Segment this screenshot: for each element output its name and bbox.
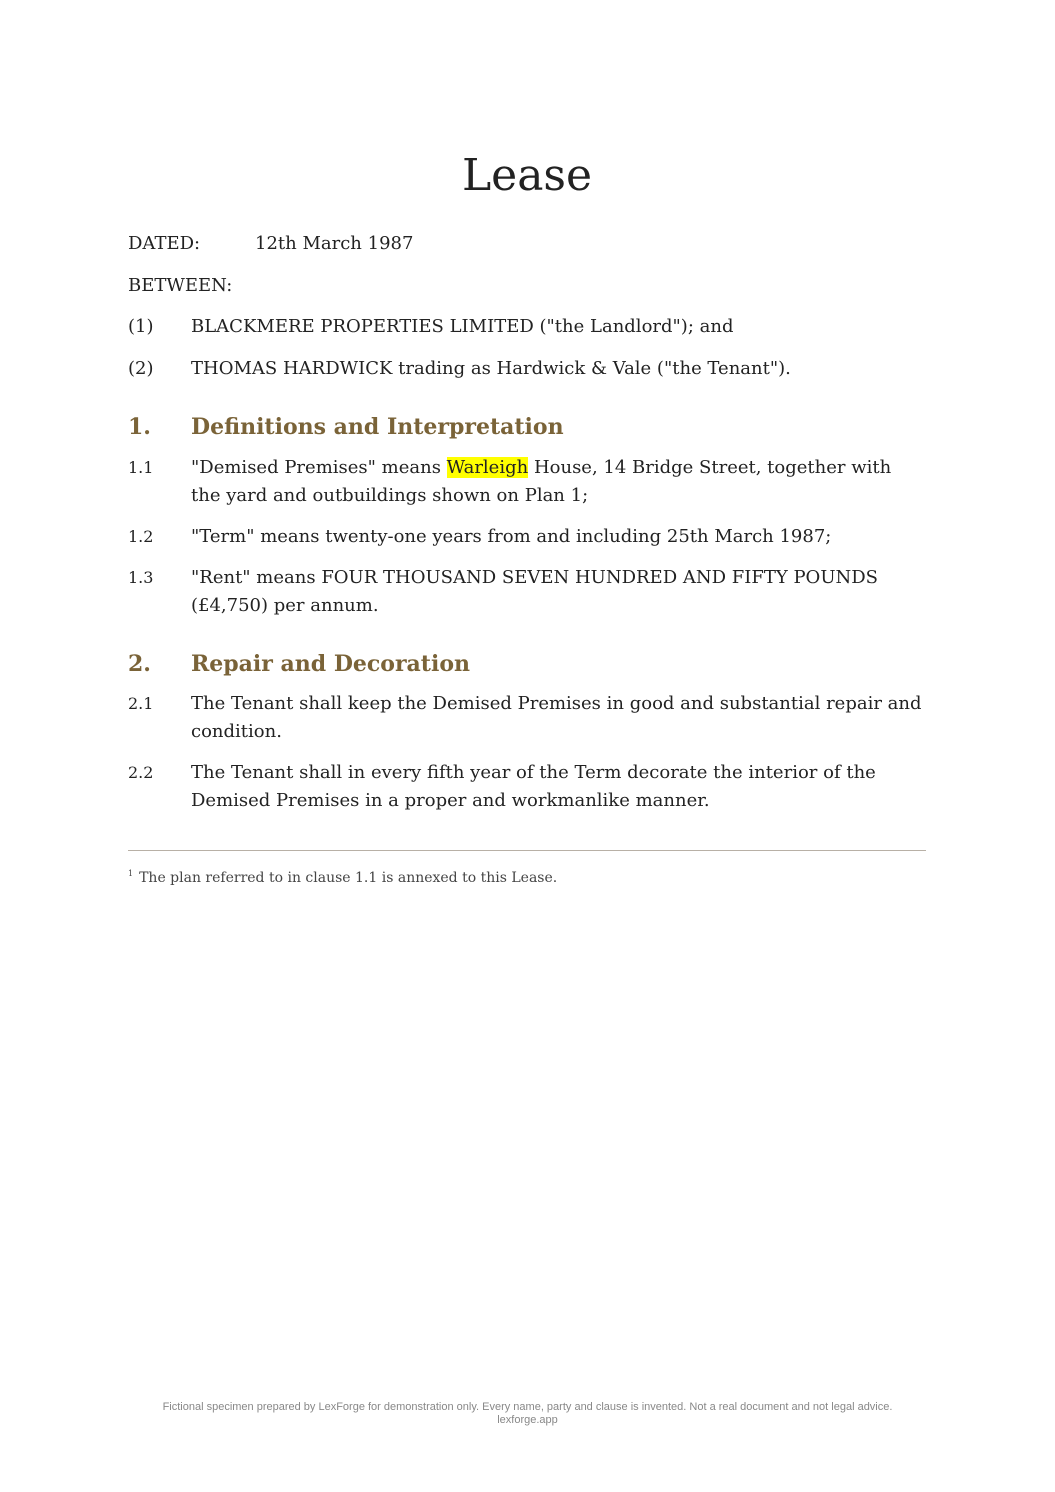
section-number: 1. [128, 414, 151, 440]
section-title: Repair and Decoration [191, 651, 470, 677]
disclaimer-text: Fictional specimen prepared by LexForge for demonstration only. Every name, party and clause is invented. Not a real document and not legal advice. [162, 1401, 893, 1413]
clause-number: 1.1 [128, 458, 154, 477]
clause-text: The Tenant shall keep the Demised Premises in good and substantial repair and condition. [191, 693, 922, 742]
party-text: BLACKMERE PROPERTIES LIMITED ("the Landlord"); and [191, 316, 734, 337]
footnote-text: The plan referred to in clause 1.1 is annexed to this Lease. [139, 870, 558, 886]
clause-number: 2.1 [128, 694, 154, 713]
between-row [128, 272, 926, 300]
party-number: (1) [128, 316, 154, 337]
highlighted-text: Warleigh [446, 457, 529, 478]
footnote [128, 863, 926, 889]
section-number: 2. [128, 651, 151, 677]
footnote-divider [128, 850, 926, 851]
page-footer [0, 1401, 1055, 1427]
party-text: THOMAS HARDWICK trading as Hardwick & Vale ("the Tenant"). [191, 358, 791, 379]
section-title: Definitions and Interpretation [191, 414, 564, 440]
clause-text: The Tenant shall in every fifth year of the Term decorate the interior of the Demised Premises in a proper and workmanlike manner. [191, 762, 876, 811]
clause-text-part: "Demised Premises" means [191, 457, 447, 478]
party-number: (2) [128, 358, 154, 379]
document-title: Lease [461, 150, 593, 201]
dated-value: 12th March 1987 [255, 233, 414, 254]
dated-label: DATED: [128, 233, 201, 254]
between-label: BETWEEN: [128, 275, 233, 296]
clause-text-part: House, 14 Bridge Street, together with the yard and outbuildings shown on Plan 1; [191, 457, 892, 506]
clause-text [191, 454, 926, 510]
footnote-mark: 1 [128, 869, 134, 878]
clause-number: 2.2 [128, 763, 154, 782]
clause-number: 1.3 [128, 568, 154, 587]
footer-site: lexforge.app [497, 1414, 558, 1426]
clause-text: "Rent" means FOUR THOUSAND SEVEN HUNDRED AND FIFTY POUNDS (£4,750) per annum. [191, 567, 878, 616]
clause-text: "Term" means twenty-one years from and including 25th March 1987; [191, 526, 832, 547]
clause-number: 1.2 [128, 527, 154, 546]
